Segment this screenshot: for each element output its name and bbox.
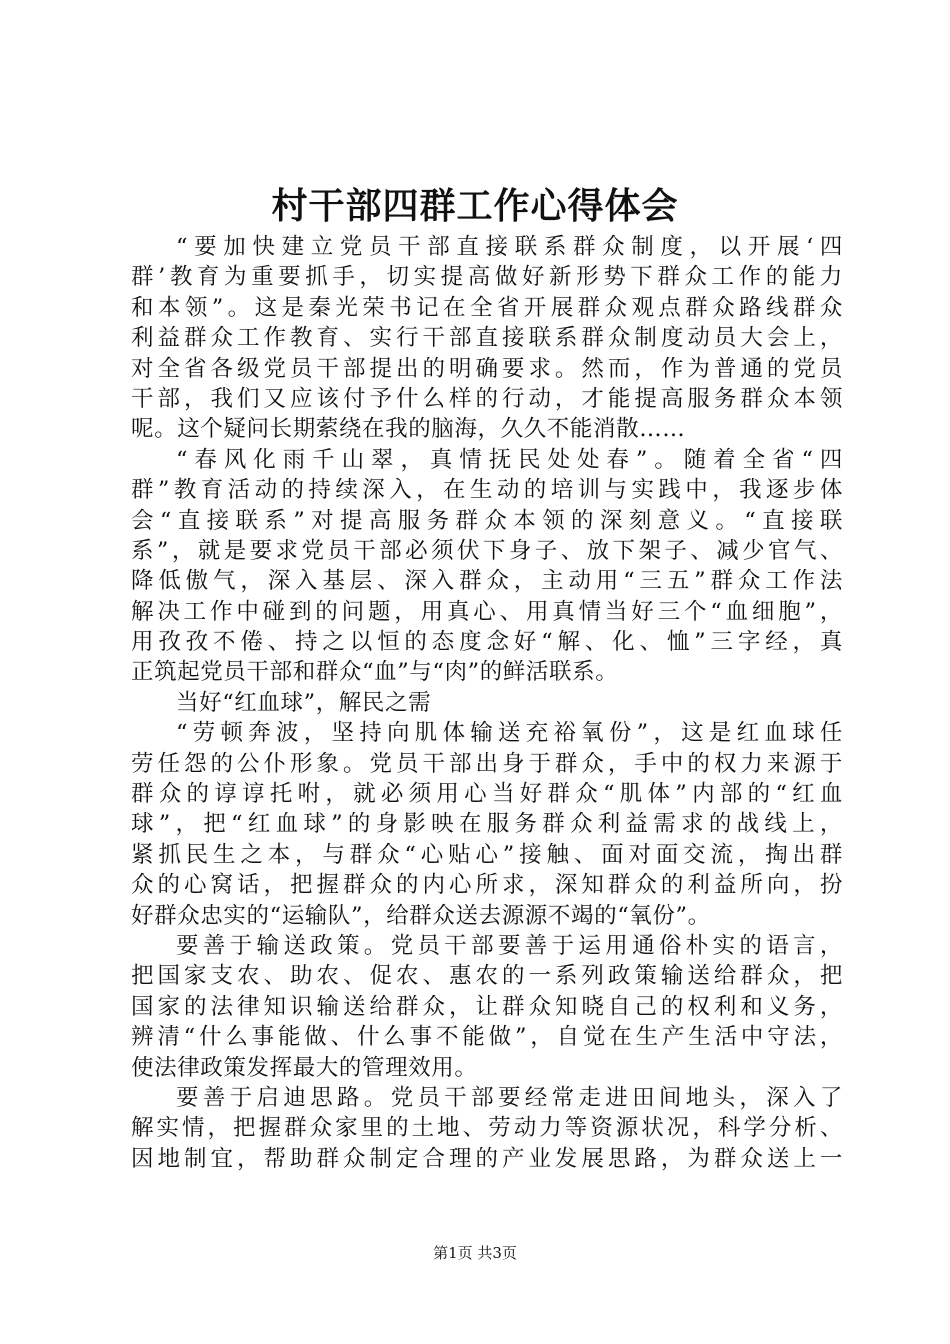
text-line: 辨清“什么事能做、什么事不能做”，自觉在生产生活中守法， (131, 1024, 843, 1051)
text-line: 紧抓民生之本，与群众“心贴心”接触、面对面交流，掏出群 (131, 841, 843, 868)
text-line: 正筑起党员干部和群众“血”与“肉”的鲜活联系。 (131, 659, 619, 686)
text-line: “要加快建立党员干部直接联系群众制度，以开展‘四 (176, 234, 843, 260)
text-line: 把国家支农、助农、促农、惠农的一系列政策输送给群众，把 (131, 963, 843, 990)
text-line: 当好“红血球”，解民之需 (176, 689, 432, 716)
text-line: 解实情，把握群众家里的土地、劳动力等资源状况，科学分析、 (131, 1115, 843, 1142)
text-line: 好群众忠实的“运输队”，给群众送去源源不竭的“氧份”。 (131, 902, 711, 929)
page-footer: 第1页 共3页 (433, 1244, 517, 1262)
text-line: 使法律政策发挥最大的管理效用。 (131, 1054, 478, 1081)
text-line: 对全省各级党员干部提出的明确要求。然而，作为普通的党员 (131, 355, 843, 382)
text-line: 众的心窝话，把握群众的内心所求，深知群众的利益所向，扮 (131, 872, 843, 899)
text-line: 会“直接联系”对提高服务群众本领的深刻意义。“直接联 (131, 507, 843, 534)
document-body (131, 232, 843, 1174)
text-line: 要善于输送政策。党员干部要善于运用通俗朴实的语言， (176, 932, 843, 959)
text-line: 用孜孜不倦、持之以恒的态度念好“解、化、恤”三字经，真 (131, 629, 843, 656)
text-line: 利益群众工作教育、实行干部直接联系群众制度动员大会上， (131, 325, 843, 352)
text-line: 要善于启迪思路。党员干部要经常走进田间地头，深入了 (176, 1084, 843, 1111)
document-title: 村干部四群工作心得体会 (271, 185, 679, 227)
text-line: 球”，把“红血球”的身影映在服务群众利益需求的战线上， (131, 811, 843, 838)
text-line: 因地制宜，帮助群众制定合理的产业发展思路，为群众送上一 (131, 1145, 843, 1172)
text-line: “春风化雨千山翠，真情抚民处处春”。随着全省“四 (176, 446, 843, 473)
text-line: 干部，我们又应该付予什么样的行动，才能提高服务群众本领 (131, 385, 843, 412)
text-line: 群众的谆谆托咐，就必须用心当好群众“肌体”内部的“红血 (131, 781, 843, 808)
text-line: 群’教育为重要抓手，切实提高做好新形势下群众工作的能力 (131, 264, 843, 291)
text-line: 和本领”。这是秦光荣书记在全省开展群众观点群众路线群众 (131, 294, 843, 321)
text-line: 解决工作中碰到的问题，用真心、用真情当好三个“血细胞”， (131, 598, 843, 625)
text-line: 呢。这个疑问长期萦绕在我的脑海，久久不能消散…… (131, 416, 686, 443)
text-line: “劳顿奔波，坚持向肌体输送充裕氧份”，这是红血球任 (176, 720, 843, 747)
text-line: 劳任怨的公仆形象。党员干部出身于群众，手中的权力来源于 (131, 750, 843, 777)
text-line: 国家的法律知识输送给群众，让群众知晓自己的权利和义务， (131, 993, 843, 1020)
text-line: 降低傲气，深入基层、深入群众，主动用“三五”群众工作法 (131, 568, 843, 595)
text-line: 系”，就是要求党员干部必须伏下身子、放下架子、减少官气、 (131, 537, 843, 564)
text-line: 群”教育活动的持续深入，在生动的培训与实践中，我逐步体 (131, 477, 843, 504)
